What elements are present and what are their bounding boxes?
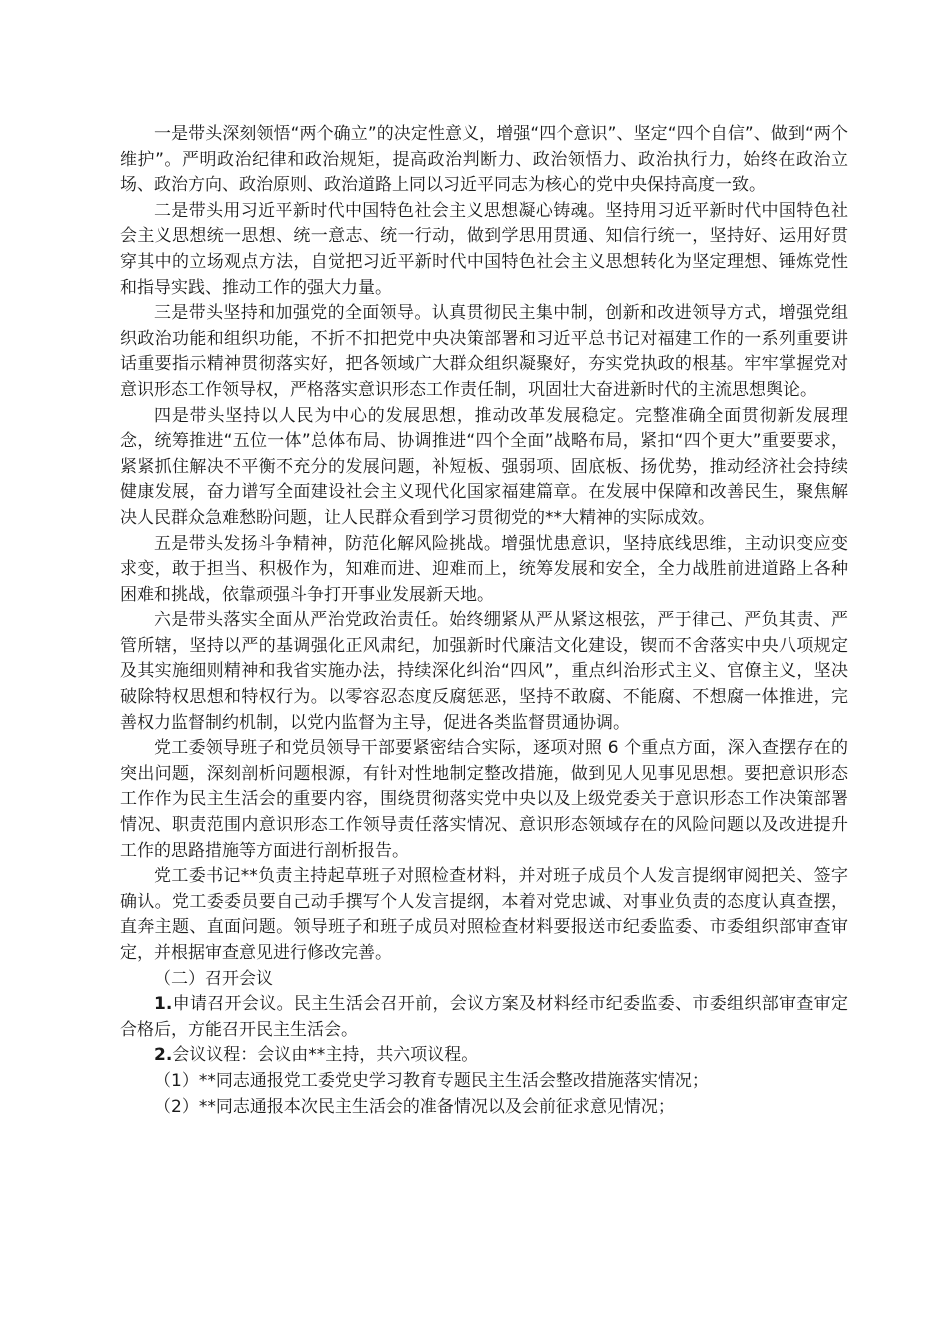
item-number: 1. <box>154 994 173 1015</box>
section-heading-convene-meeting: （二）召开会议 <box>154 968 273 989</box>
paragraph-three: 三是带头坚持和加强党的全面领导。认真贯彻民主集中制，创新和改进领导方式，增强党组织政治功能和组织功能，不折不扣把党中央决策部署和习近平总书记对福建工作的一系列重要讲话重要指示精神贯彻落实好，把各领域广大群众组织凝聚好，夯实党执政的根基。牢牢掌握党对意识形态工作领导权，严格落实意识形态工作责任制，巩固壮大奋进新时代的主流思想舆论。 <box>120 303 848 400</box>
item-apply-meeting <box>120 992 848 1043</box>
paragraph-eight: 党工委书记**负责主持起草班子对照检查材料，并对班子成员个人发言提纲审阅把关、签字确认。党工委委员要自己动手撰写个人发言提纲，本着对党忠诚、对事业负责的态度认真查摆，直奔主题、直面问题。领导班子和班子成员对照检查材料要报送市纪委监委、市委组织部审查审定，并根据审查意见进行修改完善。 <box>120 866 848 963</box>
paragraph-seven: 党工委领导班子和党员领导干部要紧密结合实际，逐项对照 6 个重点方面，深入查摆存在的突出问题，深刻剖析问题根源，有针对性地制定整改措施，做到见人见事见思想。要把意识形态工作作为民主生活会的重要内容，围绕贯彻落实党中央以及上级党委关于意识形态工作决策部署情况、职责范围内意识形态工作领导责任落实情况、意识形态领域存在的风险问题以及改进提升工作的思路措施等方面进行剖析报告。 <box>120 738 848 861</box>
paragraph-one <box>120 122 848 199</box>
item-text: 申请召开会议。民主生活会召开前，会议方案及材料经市纪委监委、市委组织部审查审定合格后，方能召开民主生活会。 <box>120 994 848 1040</box>
paragraph-two: 二是带头用习近平新时代中国特色社会主义思想凝心铸魂。坚持用习近平新时代中国特色社会主义思想统一思想、统一意志、统一行动，做到学思用贯通、知信行统一，坚持好、运用好贯穿其中的立场观点方法，自觉把习近平新时代中国特色社会主义思想转化为坚定理想、锤炼党性和指导实践、推动工作的强大力量。 <box>120 200 848 298</box>
document-body <box>120 122 848 1120</box>
paragraph-six: 六是带头落实全面从严治党政治责任。始终绷紧从严从紧这根弦，严于律己、严负其责、严管所辖，坚持以严的基调强化正风肃纪，加强新时代廉洁文化建设，锲而不舍落实中央八项规定及其实施细则精神和我省实施办法，持续深化纠治“四风”，重点纠治形式主义、官僚主义，坚决破除特权思想和特权行为。以零容忍态度反腐惩恶，坚持不敢腐、不能腐、不想腐一体推进，完善权力监督制约机制，以党内监督为主导，促进各类监督贯通协调。 <box>120 610 848 733</box>
item-number: 2. <box>154 1045 173 1066</box>
paragraph-one-text: “两个确立”的决定性意义，增强“四个意识”、坚定“四个自信”、做到“两个维护”。严明政治纪律和政治规矩，提高政治判断力、政治领悟力、政治执行力，始终在政治立场、政治方向、政治原则、政治道路上同以习近平同志为核心的党中央保持高度一致。 <box>120 124 848 196</box>
paragraph-five: 五是带头发扬斗争精神，防范化解风险挑战。增强忧患意识，坚持底线思维，主动识变应变求变，敢于担当、积极作为，知难而进、迎难而上，统筹发展和安全，全力战胜前进道路上各种困难和挑战，依靠顽强斗争打开事业发展新天地。 <box>120 533 848 605</box>
agenda-item-2: （2）**同志通报本次民主生活会的准备情况以及会前征求意见情况； <box>154 1096 675 1117</box>
agenda-item-1: （1）**同志通报党工委党史学习教育专题民主生活会整改措施落实情况； <box>154 1070 709 1091</box>
paragraph-four: 四是带头坚持以人民为中心的发展思想，推动改革发展稳定。完整准确全面贯彻新发展理念，统筹推进“五位一体”总体布局、协调推进“四个全面”战略布局，紧扣“四个更大”重要要求，紧紧抓住解决不平衡不充分的发展问题，补短板、强弱项、固底板、扬优势，推动经济社会持续健康发展，奋力谱写全面建设社会主义现代化国家福建篇章。在发展中保障和改善民生，聚焦解决人民群众急难愁盼问题，让人民群众看到学习贯彻党的**大精神的实际成效。 <box>120 405 848 528</box>
paragraph-one-lead: 一是带头深刻领悟 <box>154 124 291 144</box>
item-text: 会议议程：会议由**主持，共六项议程。 <box>172 1045 479 1066</box>
item-agenda <box>120 1043 848 1069</box>
